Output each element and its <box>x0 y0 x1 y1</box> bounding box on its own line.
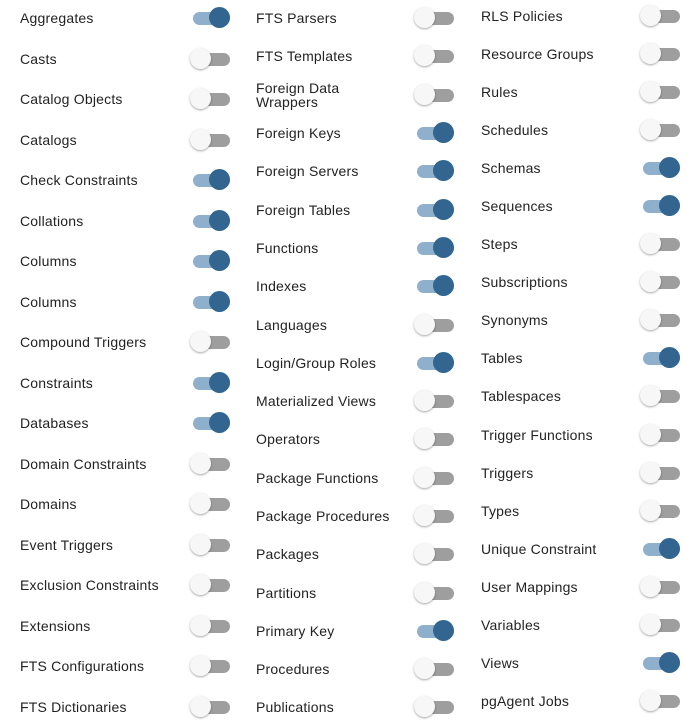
toggle-knob <box>190 88 211 109</box>
toggle-knob <box>414 314 435 335</box>
toggle-packages[interactable] <box>414 543 454 565</box>
toggle-knob <box>640 462 661 483</box>
setting-row-packages <box>256 535 454 573</box>
toggle-compound-triggers[interactable] <box>190 331 230 353</box>
toggle-exclusion-constraints[interactable] <box>190 574 230 596</box>
setting-row-package-procedures <box>256 497 454 535</box>
toggle-knob <box>414 428 435 449</box>
toggle-triggers[interactable] <box>640 462 680 484</box>
setting-label: Partitions <box>256 586 396 600</box>
setting-label: Tablespaces <box>481 389 621 403</box>
setting-row-catalog-objects <box>20 79 230 120</box>
setting-row-publications <box>256 688 454 726</box>
toggle-knob <box>414 467 435 488</box>
setting-row-compound-triggers <box>20 322 230 363</box>
toggle-knob <box>190 534 211 555</box>
toggle-knob <box>414 582 435 603</box>
toggle-schemas[interactable] <box>640 157 680 179</box>
setting-label: Domain Constraints <box>20 457 160 471</box>
setting-label: Event Triggers <box>20 538 160 552</box>
toggle-collations[interactable] <box>190 210 230 232</box>
setting-row-schedules <box>481 111 680 149</box>
toggle-column-1 <box>20 0 230 727</box>
setting-label: Collations <box>20 214 160 228</box>
setting-row-exclusion-constraints <box>20 565 230 606</box>
toggle-knob <box>209 412 230 433</box>
toggle-knob <box>414 658 435 679</box>
setting-label: Foreign Servers <box>256 164 396 178</box>
setting-label: Materialized Views <box>256 394 396 408</box>
toggle-foreign-keys[interactable] <box>414 122 454 144</box>
toggle-knob <box>414 505 435 526</box>
toggle-knob <box>640 385 661 406</box>
setting-row-columns <box>20 241 230 282</box>
setting-row-triggers <box>481 454 680 492</box>
setting-row-event-triggers <box>20 525 230 566</box>
setting-label: Casts <box>20 52 160 66</box>
setting-row-foreign-data-wrappers <box>256 76 454 114</box>
setting-label: Synonyms <box>481 313 621 327</box>
toggle-tablespaces[interactable] <box>640 385 680 407</box>
toggle-foreign-tables[interactable] <box>414 199 454 221</box>
toggle-catalogs[interactable] <box>190 129 230 151</box>
toggle-tables[interactable] <box>640 347 680 369</box>
toggle-knob <box>640 43 661 64</box>
toggle-knob <box>190 129 211 150</box>
setting-row-resource-groups <box>481 35 680 73</box>
toggle-knob <box>640 424 661 445</box>
setting-row-fts-parsers <box>256 0 454 37</box>
setting-row-pgagent-jobs <box>481 682 680 720</box>
toggle-knob <box>640 271 661 292</box>
setting-label: Compound Triggers <box>20 335 160 349</box>
setting-label: Primary Key <box>256 624 396 638</box>
setting-label: Exclusion Constraints <box>20 578 160 592</box>
toggle-knob <box>209 250 230 271</box>
setting-label: Foreign Keys <box>256 126 396 140</box>
toggle-aggregates[interactable] <box>190 7 230 29</box>
setting-row-user-mappings <box>481 568 680 606</box>
setting-label: RLS Policies <box>481 9 621 23</box>
toggle-fts-parsers[interactable] <box>414 7 454 29</box>
setting-label: Extensions <box>20 619 160 633</box>
toggle-functions[interactable] <box>414 237 454 259</box>
setting-label: Tables <box>481 351 621 365</box>
toggle-indexes[interactable] <box>414 275 454 297</box>
toggle-knob <box>640 576 661 597</box>
toggle-knob <box>659 195 680 216</box>
toggle-constraints[interactable] <box>190 372 230 394</box>
toggle-publications[interactable] <box>414 696 454 718</box>
toggle-knob <box>414 543 435 564</box>
toggle-knob <box>209 372 230 393</box>
setting-row-languages <box>256 305 454 343</box>
toggle-domains[interactable] <box>190 493 230 515</box>
setting-label: Procedures <box>256 662 396 676</box>
setting-row-materialized-views <box>256 382 454 420</box>
toggle-resource-groups[interactable] <box>640 43 680 65</box>
toggle-check-constraints[interactable] <box>190 169 230 191</box>
toggle-package-procedures[interactable] <box>414 505 454 527</box>
setting-row-foreign-tables <box>256 190 454 228</box>
setting-label: Catalog Objects <box>20 92 160 106</box>
setting-label: Trigger Functions <box>481 428 621 442</box>
setting-label: Languages <box>256 318 396 332</box>
toggle-knob <box>659 347 680 368</box>
toggle-knob <box>414 7 435 28</box>
toggle-types[interactable] <box>640 500 680 522</box>
toggle-knob <box>190 696 211 717</box>
setting-row-functions <box>256 229 454 267</box>
setting-label: Publications <box>256 700 396 714</box>
toggle-knob <box>640 614 661 635</box>
toggle-subscriptions[interactable] <box>640 271 680 293</box>
setting-label: Columns <box>20 254 160 268</box>
setting-label: Constraints <box>20 376 160 390</box>
setting-row-domains <box>20 484 230 525</box>
setting-label: Check Constraints <box>20 173 160 187</box>
toggle-fts-dictionaries[interactable] <box>190 696 230 718</box>
setting-row-sequences <box>481 187 680 225</box>
toggle-knob <box>433 199 454 220</box>
toggle-knob <box>433 352 454 373</box>
setting-label: Foreign Tables <box>256 203 396 217</box>
setting-row-fts-templates <box>256 37 454 75</box>
toggle-procedures[interactable] <box>414 658 454 680</box>
toggle-materialized-views[interactable] <box>414 390 454 412</box>
setting-label: User Mappings <box>481 580 621 594</box>
setting-row-indexes <box>256 267 454 305</box>
setting-label: Variables <box>481 618 621 632</box>
toggle-sequences[interactable] <box>640 195 680 217</box>
setting-row-unique-constraint <box>481 530 680 568</box>
setting-label: Functions <box>256 241 396 255</box>
setting-label: Domains <box>20 497 160 511</box>
setting-label: Schedules <box>481 123 621 137</box>
setting-label: FTS Parsers <box>256 11 396 25</box>
setting-label: FTS Configurations <box>20 659 160 673</box>
setting-row-constraints <box>20 363 230 404</box>
toggle-fts-templates[interactable] <box>414 45 454 67</box>
setting-label: Views <box>481 656 621 670</box>
toggle-knob <box>640 233 661 254</box>
setting-label: FTS Templates <box>256 49 396 63</box>
setting-row-procedures <box>256 650 454 688</box>
toggle-databases[interactable] <box>190 412 230 434</box>
setting-label: pgAgent Jobs <box>481 694 621 708</box>
setting-row-fts-dictionaries <box>20 687 230 727</box>
toggle-event-triggers[interactable] <box>190 534 230 556</box>
toggle-knob <box>433 122 454 143</box>
toggle-extensions[interactable] <box>190 615 230 637</box>
toggle-knob <box>209 7 230 28</box>
toggle-knob <box>640 81 661 102</box>
toggle-knob <box>414 696 435 717</box>
toggle-knob <box>640 500 661 521</box>
toggle-synonyms[interactable] <box>640 309 680 331</box>
setting-row-catalogs <box>20 120 230 161</box>
toggle-knob <box>433 160 454 181</box>
setting-row-rules <box>481 73 680 111</box>
setting-label: Operators <box>256 432 396 446</box>
setting-label: Indexes <box>256 279 396 293</box>
toggle-rules[interactable] <box>640 81 680 103</box>
setting-row-foreign-keys <box>256 114 454 152</box>
setting-row-views <box>481 644 680 682</box>
setting-label: Rules <box>481 85 621 99</box>
toggle-steps[interactable] <box>640 233 680 255</box>
setting-row-partitions <box>256 573 454 611</box>
toggle-knob <box>640 119 661 140</box>
toggle-foreign-data-wrappers[interactable] <box>414 84 454 106</box>
toggle-knob <box>640 309 661 330</box>
toggle-fts-configurations[interactable] <box>190 655 230 677</box>
setting-row-trigger-functions <box>481 416 680 454</box>
setting-label: Sequences <box>481 199 621 213</box>
setting-label: Package Procedures <box>256 509 396 523</box>
toggle-domain-constraints[interactable] <box>190 453 230 475</box>
toggle-login-group-roles[interactable] <box>414 352 454 374</box>
setting-row-variables <box>481 606 680 644</box>
setting-row-tables <box>481 339 680 377</box>
toggle-knob <box>414 84 435 105</box>
toggle-rls-policies[interactable] <box>640 5 680 27</box>
toggle-knob <box>433 275 454 296</box>
setting-row-synonyms <box>481 301 680 339</box>
setting-row-types <box>481 492 680 530</box>
setting-label: Aggregates <box>20 11 160 25</box>
toggle-knob <box>659 157 680 178</box>
toggle-foreign-servers[interactable] <box>414 160 454 182</box>
setting-row-columns <box>20 282 230 323</box>
toggle-views[interactable] <box>640 652 680 674</box>
toggle-pgagent-jobs[interactable] <box>640 690 680 712</box>
toggle-knob <box>414 390 435 411</box>
setting-row-aggregates <box>20 0 230 39</box>
setting-row-steps <box>481 225 680 263</box>
setting-label: Login/Group Roles <box>256 356 396 370</box>
toggle-knob <box>190 493 211 514</box>
toggle-columns[interactable] <box>190 250 230 272</box>
setting-row-casts <box>20 39 230 80</box>
toggle-knob <box>433 237 454 258</box>
toggle-package-functions[interactable] <box>414 467 454 489</box>
setting-label: Databases <box>20 416 160 430</box>
setting-label: Columns <box>20 295 160 309</box>
setting-row-extensions <box>20 606 230 647</box>
setting-row-operators <box>256 420 454 458</box>
setting-label: Packages <box>256 547 396 561</box>
toggle-knob <box>190 615 211 636</box>
toggle-knob <box>433 620 454 641</box>
toggle-user-mappings[interactable] <box>640 576 680 598</box>
toggle-knob <box>190 655 211 676</box>
setting-label: Catalogs <box>20 133 160 147</box>
setting-row-collations <box>20 201 230 242</box>
toggle-knob <box>640 690 661 711</box>
setting-row-domain-constraints <box>20 444 230 485</box>
setting-label: Package Functions <box>256 471 396 485</box>
setting-label: Unique Constraint <box>481 542 621 556</box>
toggle-unique-constraint[interactable] <box>640 538 680 560</box>
toggle-knob <box>190 453 211 474</box>
setting-row-primary-key <box>256 612 454 650</box>
setting-label: Triggers <box>481 466 621 480</box>
toggle-operators[interactable] <box>414 428 454 450</box>
setting-label: Subscriptions <box>481 275 621 289</box>
setting-row-check-constraints <box>20 160 230 201</box>
setting-row-databases <box>20 403 230 444</box>
setting-row-tablespaces <box>481 377 680 415</box>
setting-label: Resource Groups <box>481 47 621 61</box>
toggle-variables[interactable] <box>640 614 680 636</box>
setting-row-rls-policies <box>481 0 680 35</box>
setting-label: FTS Dictionaries <box>20 700 160 714</box>
toggle-languages[interactable] <box>414 314 454 336</box>
setting-label: Foreign Data Wrappers <box>256 81 396 109</box>
toggle-knob <box>190 331 211 352</box>
toggle-schedules[interactable] <box>640 119 680 141</box>
toggle-column-2 <box>256 0 454 727</box>
toggle-trigger-functions[interactable] <box>640 424 680 446</box>
toggle-knob <box>209 210 230 231</box>
toggle-knob <box>209 291 230 312</box>
setting-label: Schemas <box>481 161 621 175</box>
setting-row-login-group-roles <box>256 344 454 382</box>
setting-row-package-functions <box>256 459 454 497</box>
toggle-knob <box>640 5 661 26</box>
setting-row-foreign-servers <box>256 152 454 190</box>
toggle-primary-key[interactable] <box>414 620 454 642</box>
setting-label: Steps <box>481 237 621 251</box>
toggle-knob <box>659 538 680 559</box>
setting-row-subscriptions <box>481 263 680 301</box>
setting-label: Types <box>481 504 621 518</box>
toggle-columns[interactable] <box>190 291 230 313</box>
toggle-column-3 <box>481 0 680 720</box>
toggle-knob <box>190 574 211 595</box>
toggle-knob <box>659 652 680 673</box>
toggle-knob <box>414 45 435 66</box>
toggle-partitions[interactable] <box>414 582 454 604</box>
toggle-knob <box>190 48 211 69</box>
toggle-catalog-objects[interactable] <box>190 88 230 110</box>
toggle-casts[interactable] <box>190 48 230 70</box>
toggle-knob <box>209 169 230 190</box>
setting-row-schemas <box>481 149 680 187</box>
setting-row-fts-configurations <box>20 646 230 687</box>
